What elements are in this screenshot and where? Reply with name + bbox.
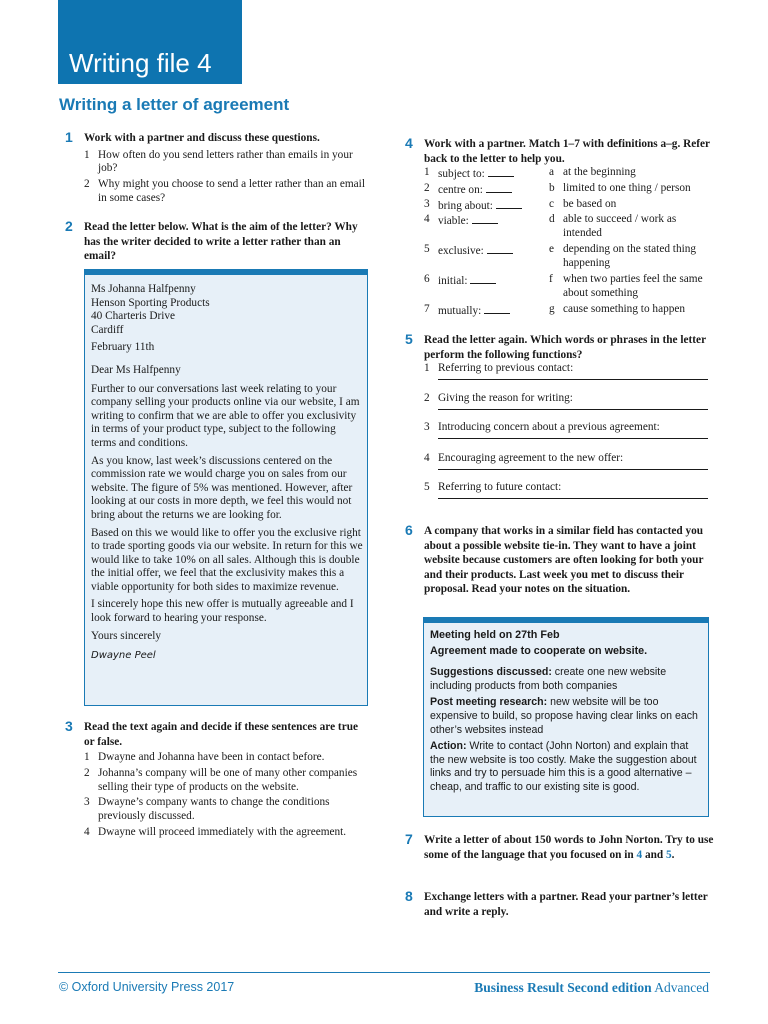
meeting-notes-box [423, 617, 709, 817]
letter-closing: Yours sincerely [91, 629, 162, 642]
copyright: © Oxford University Press 2017 [59, 980, 235, 994]
letter-paragraph: Based on this we would like to offer you the exclusive right to trade sporting goods via our website. In return for this we would like to take 10% on all sales. Although this is double the initial offer, we feel that the exclusivity makes this a viable opportunity for both sides to maximize revenue. [91, 526, 363, 593]
question-number: 4 [405, 135, 413, 151]
list-item: 1 How often do you send letters rather than emails in your job? [84, 148, 353, 175]
answer-line[interactable] [438, 469, 708, 470]
answer-blank[interactable] [486, 182, 512, 193]
answer-blank[interactable] [496, 198, 522, 209]
question-number: 3 [65, 718, 73, 734]
letter-address: Ms Johanna Halfpenny Henson Sporting Products 40 Charteris Drive Cardiff [91, 283, 210, 336]
answer-blank[interactable] [472, 213, 498, 224]
question-text: Read the letter below. What is the aim of the letter? Why has the writer decided to write a letter rather than an email? [84, 221, 358, 262]
reference-5[interactable]: 5 [666, 848, 672, 861]
answer-line[interactable] [438, 409, 708, 410]
footer-divider [58, 972, 710, 973]
question-number: 2 [65, 218, 73, 234]
list-item: 3 Dwayne’s company wants to change the conditions previously discussed. [84, 796, 330, 823]
question-number: 1 [65, 129, 73, 145]
list-item: 2 Why might you choose to send a letter rather than an email in some cases? [84, 178, 365, 204]
writing-file-banner [58, 0, 242, 84]
letter-signature: Dwayne Peel [91, 650, 156, 662]
letter-paragraph: As you know, last week’s discussions centered on the commission rate we would charge you on sales from our website. The figure of 5% was mentioned. However, after looking at our costs in more depth, we feel this would not bring about the returns we are looking for. [91, 454, 353, 521]
answer-line[interactable] [438, 498, 708, 499]
answer-blank[interactable] [470, 273, 496, 284]
question-number: 6 [405, 522, 413, 538]
notes-research: Post meeting research: new website will be too expensive to build, so propose having clear links on each other’s websites instead [430, 696, 698, 736]
letter-greeting: Dear Ms Halfpenny [91, 363, 181, 376]
letter-date: February 11th [91, 341, 155, 354]
reference-4[interactable]: 4 [636, 848, 643, 861]
question-6 [405, 522, 714, 597]
list-item: 2 Johanna’s company will be one of many other companies selling their type of products on the website. [84, 766, 358, 793]
question-text: A company that works in a similar field has contacted you about a possible website tie-in. They want to have a joint website because customers are often looking for both your and their products. Last week you met to discuss their proposal. Read your notes on the situation. [424, 525, 704, 595]
question-number: 5 [405, 331, 413, 347]
question-number: 7 [405, 831, 413, 847]
question-2 [65, 218, 370, 264]
question-4 [405, 135, 714, 166]
book-title: Business Result Second edition Advanced [474, 980, 709, 995]
question-8 [405, 888, 714, 919]
page-subtitle: Writing a letter of agreement [59, 95, 290, 114]
question-1 [65, 129, 370, 208]
question-7 [405, 831, 714, 862]
question-3 [65, 718, 370, 842]
letter-paragraph: Further to our conversations last week relating to your company selling your products online via our website, I am writing to confirm that we are able to offer you exclusivity in terms of your product type, subject to the following terms and conditions. [91, 382, 360, 449]
banner-title: Writing file 4 [69, 48, 212, 78]
answer-line[interactable] [438, 438, 708, 439]
question-text: Work with a partner and discuss these questions. [84, 132, 320, 144]
question-text: Exchange letters with a partner. Read your partner’s letter and write a reply. [424, 891, 708, 918]
answer-blank[interactable] [487, 243, 513, 254]
notes-heading: Agreement made to cooperate on website. [430, 644, 648, 657]
question-text: Read the letter again. Which words or phrases in the letter perform the following functions? [424, 334, 706, 361]
question-text: Write a letter of about 150 words to John Norton. Try to use some of the language that you focused on in 4 and 5. [424, 834, 714, 861]
answer-line[interactable] [438, 379, 708, 380]
list-item: 4 Dwayne will proceed immediately with the agreement. [84, 825, 347, 838]
answer-blank[interactable] [484, 303, 510, 314]
question-number: 8 [405, 888, 413, 904]
question-text: Read the text again and decide if these sentences are true or false. [84, 721, 359, 748]
question-5 [405, 331, 714, 362]
letter-box [84, 269, 368, 706]
notes-heading: Meeting held on 27th Feb [430, 629, 560, 641]
answer-blank[interactable] [488, 166, 514, 177]
list-item: 1 Dwayne and Johanna have been in contact before. [84, 751, 325, 763]
notes-suggestions: Suggestions discussed: create one new website including products from both companies [430, 666, 667, 692]
question-text: Work with a partner. Match 1–7 with definitions a–g. Refer back to the letter to help you. [424, 138, 710, 165]
notes-action: Action: Write to contact (John Norton) and explain that the new website is too costly. Make the suggestion about links and try to persuade him this is a good alternative – cheap, and traffic to our existing site is good. [430, 740, 697, 793]
letter-paragraph: I sincerely hope this new offer is mutually agreeable and I look forward to hearing your response. [91, 598, 354, 625]
